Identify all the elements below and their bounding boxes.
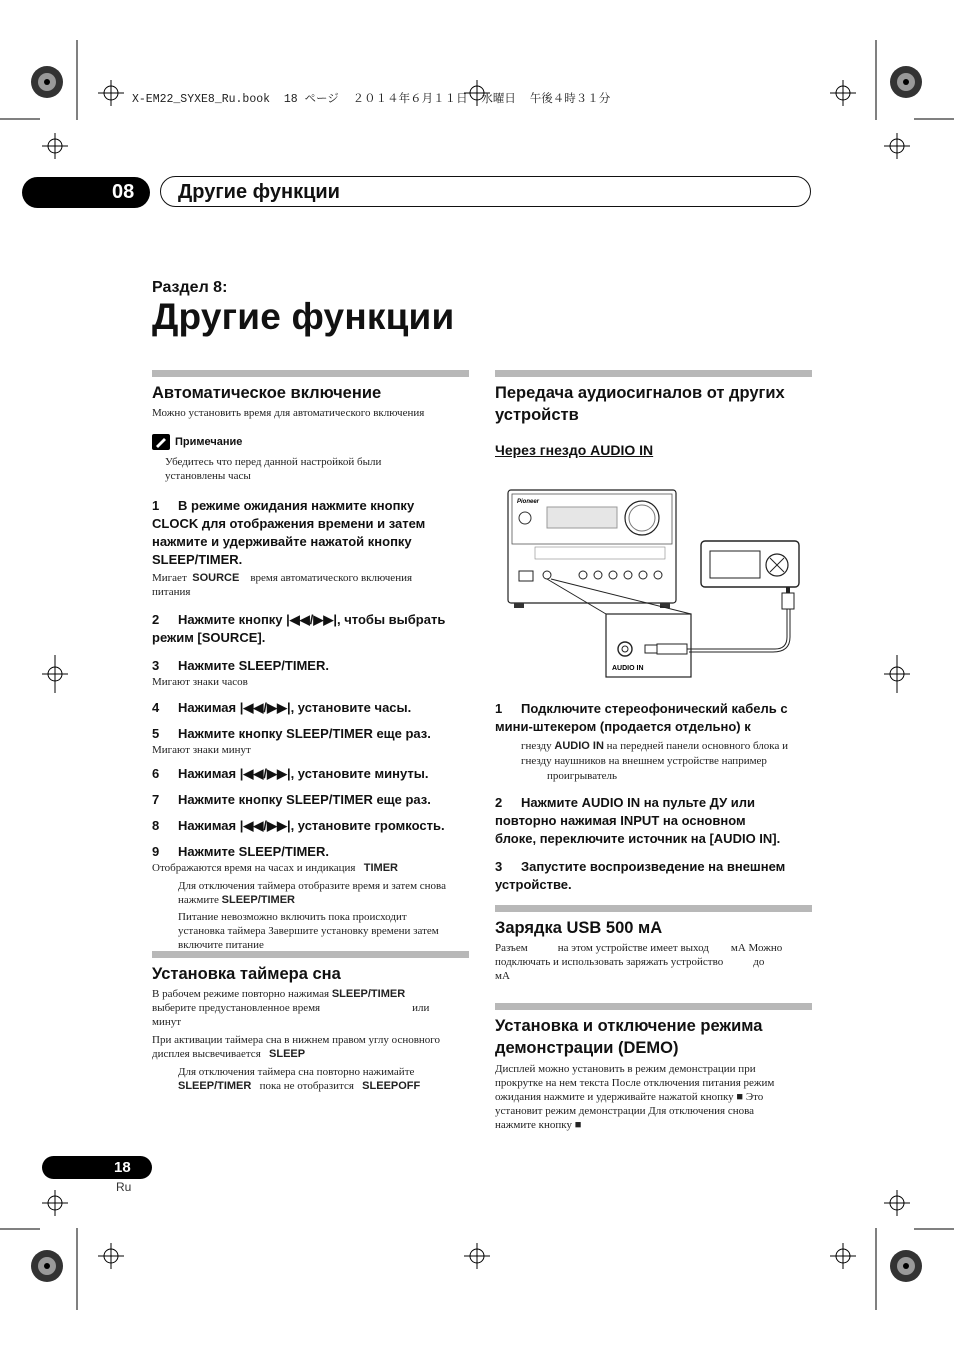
bullet-text: SLEEP/TIMER	[221, 894, 295, 906]
step-1	[152, 497, 469, 569]
step-text: В режиме ожидания нажмите кнопку	[178, 498, 415, 513]
step-text: нажмите и удерживайте нажатой кнопку	[152, 534, 412, 549]
sleep-text: SLEEP	[269, 1048, 306, 1060]
step-text: Нажмите кнопку SLEEP/TIMER еще раз.	[178, 726, 431, 741]
note-icon	[152, 434, 170, 450]
sleep-text: пока не отобразится	[259, 1080, 354, 1092]
step-sub: проигрыватель	[547, 770, 618, 782]
step-5	[152, 725, 469, 743]
bullet-text: включите питание	[178, 939, 264, 951]
sleep-text: SLEEPOFF	[362, 1080, 421, 1092]
sleep-section	[152, 963, 469, 1093]
demo-section	[495, 1015, 812, 1132]
auto-on-title: Автоматическое включение	[152, 384, 382, 402]
audio-steps	[495, 700, 812, 894]
sleep-text: В рабочем режиме повторно нажимая	[152, 988, 330, 1000]
section-bar	[152, 951, 469, 958]
step-number: 1	[152, 498, 160, 513]
section-bar	[152, 370, 469, 377]
step-text: Нажмите кнопку SLEEP/TIMER еще раз.	[178, 792, 431, 807]
step-sub: SOURCE	[192, 572, 240, 584]
note-text: установлены часы	[165, 470, 251, 482]
audio-title: Передача аудиосигналов от других	[495, 384, 785, 402]
section-bar	[495, 370, 812, 377]
step-text: Нажмите SLEEP/TIMER.	[178, 658, 329, 673]
audio-in-label: AUDIO IN	[612, 665, 644, 672]
bullet-text: Питание невозможно включить пока происходит	[178, 911, 407, 923]
step-1	[495, 700, 812, 736]
chapter-number: 08	[112, 181, 135, 203]
note-text: Убедитесь что перед данной настройкой были	[165, 456, 382, 468]
step-text: SLEEP/TIMER.	[152, 552, 243, 567]
sleep-text: Для отключения таймера сна повторно нажимайте	[178, 1066, 415, 1078]
sleep-title: Установка таймера сна	[152, 965, 341, 983]
step-sub: на передней панели основного блока и	[606, 740, 788, 752]
usb-text: на этом устройстве имеет выход	[557, 942, 709, 954]
sleep-text: SLEEP/TIMER	[331, 988, 406, 1000]
audio-subtitle: Через гнездо AUDIO IN	[495, 442, 654, 458]
usb-text: мА	[495, 970, 510, 982]
demo-text: нажмите кнопку ■	[495, 1119, 582, 1131]
section-label: Раздел 8:	[152, 279, 228, 296]
brand-logo: Pioneer	[517, 499, 540, 505]
page-number: 18	[114, 1159, 131, 1176]
chapter-title: Другие функции	[178, 181, 340, 203]
step-number: 7	[152, 792, 160, 807]
step-number: 4	[152, 700, 160, 715]
bullet-text: нажмите	[178, 894, 219, 906]
step-sub: Мигают знаки минут	[152, 744, 251, 756]
step-text: Нажмите кнопку |◀◀/▶▶|, чтобы выбрать	[178, 612, 446, 627]
step-7	[152, 791, 469, 809]
demo-title: Установка и отключение режима	[495, 1017, 763, 1035]
demo-text: Дисплей можно установить в режим демонстрации при	[495, 1063, 756, 1075]
step-text: Нажмите SLEEP/TIMER.	[178, 844, 329, 859]
sleep-text: дисплея высвечивается	[152, 1048, 261, 1060]
usb-section	[495, 917, 812, 983]
audio-section	[495, 382, 812, 458]
step-number: 3	[495, 859, 503, 874]
note-label: Примечание	[175, 436, 243, 448]
sleep-text: При активации таймера сна в нижнем правом углу основного	[152, 1034, 441, 1046]
step-text: Подключите стереофонический кабель с	[521, 701, 788, 716]
step-number: 3	[152, 658, 160, 673]
step-text: Нажимая |◀◀/▶▶|, установите громкость.	[178, 818, 445, 833]
step-sub: питания	[152, 586, 191, 598]
demo-title: демонстрации (DEMO)	[495, 1039, 679, 1057]
step-2	[152, 611, 469, 647]
step-3	[495, 858, 812, 894]
sleep-text: выберите предустановленное время	[152, 1002, 321, 1014]
step-number: 9	[152, 844, 160, 859]
bullet-text: установка таймера Завершите установку времени затем	[178, 925, 439, 937]
step-text: Нажимая |◀◀/▶▶|, установите часы.	[178, 700, 412, 715]
step-number: 8	[152, 818, 160, 833]
step-text: устройстве.	[495, 877, 572, 892]
step-text: блоке, переключите источник на [AUDIO IN].	[495, 831, 781, 846]
step-text: повторно нажимая INPUT на основном	[495, 813, 746, 828]
section-bar	[495, 1003, 812, 1010]
step-number: 5	[152, 726, 160, 741]
page-title: Другие функции	[152, 296, 455, 337]
section-bar	[495, 905, 812, 912]
step-9	[152, 843, 469, 861]
step-number: 6	[152, 766, 160, 781]
step-text: CLOCK для отображения времени и затем	[152, 516, 426, 531]
step-text: режим [SOURCE].	[152, 630, 266, 645]
step-text: Нажимая |◀◀/▶▶|, установите минуты.	[178, 766, 429, 781]
auto-on-intro: Можно установить время для автоматического включения	[152, 407, 425, 419]
usb-text: подключать и использовать заряжать устройство	[495, 956, 724, 968]
step-number: 1	[495, 701, 503, 716]
page-number-tab	[42, 1156, 152, 1179]
sleep-text: или	[412, 1002, 430, 1014]
step-sub: TIMER	[363, 862, 398, 874]
usb-title: Зарядка USB 500 мА	[495, 919, 663, 937]
sleep-text: минут	[152, 1016, 182, 1028]
demo-text: установит режим демонстрации Для отключения снова	[495, 1105, 755, 1117]
step-sub: Мигает	[152, 572, 187, 584]
usb-text: мА Можно	[730, 942, 783, 954]
step-text: Нажмите AUDIO IN на пульте ДУ или	[521, 795, 756, 810]
step-2	[495, 794, 812, 848]
step-number: 2	[495, 795, 503, 810]
step-text: мини-штекером (продается отдельно) к	[495, 719, 751, 734]
step-4	[152, 699, 469, 717]
usb-text: Разъем	[495, 942, 528, 954]
demo-text: ожидания нажмите и удерживайте нажатой кнопку ■ Это	[495, 1091, 764, 1103]
step-sub: Отображаются время на часах и индикация	[152, 862, 356, 874]
step-3	[152, 657, 469, 675]
step-sub: гнезду наушников на внешнем устройстве например	[521, 755, 767, 767]
bullet-text: Для отключения таймера отобразите время и затем снова	[178, 880, 446, 892]
step-text: Запустите воспроизведение на внешнем	[521, 859, 786, 874]
step-8	[152, 817, 469, 835]
audio-title: устройств	[495, 406, 579, 424]
auto-on-section	[152, 382, 469, 952]
step-sub: время автоматического включения	[250, 572, 413, 584]
audio-in-diagram	[505, 487, 810, 685]
step-sub: AUDIO IN	[554, 740, 604, 752]
print-meta: X-EM22_SYXE8_Ru.book 18 ページ ２０１４年６月１１日 水曜日 午後４時３１分	[132, 93, 611, 106]
demo-text: прокрутке на нем текста После отключения питания режим	[495, 1077, 775, 1089]
step-6	[152, 765, 469, 783]
usb-text: до	[753, 956, 765, 968]
sleep-text: SLEEP/TIMER	[178, 1080, 252, 1092]
step-sub: Мигают знаки часов	[152, 676, 248, 688]
step-sub: гнезду	[521, 740, 552, 752]
page-language: Ru	[116, 1180, 132, 1194]
step-number: 2	[152, 612, 160, 627]
